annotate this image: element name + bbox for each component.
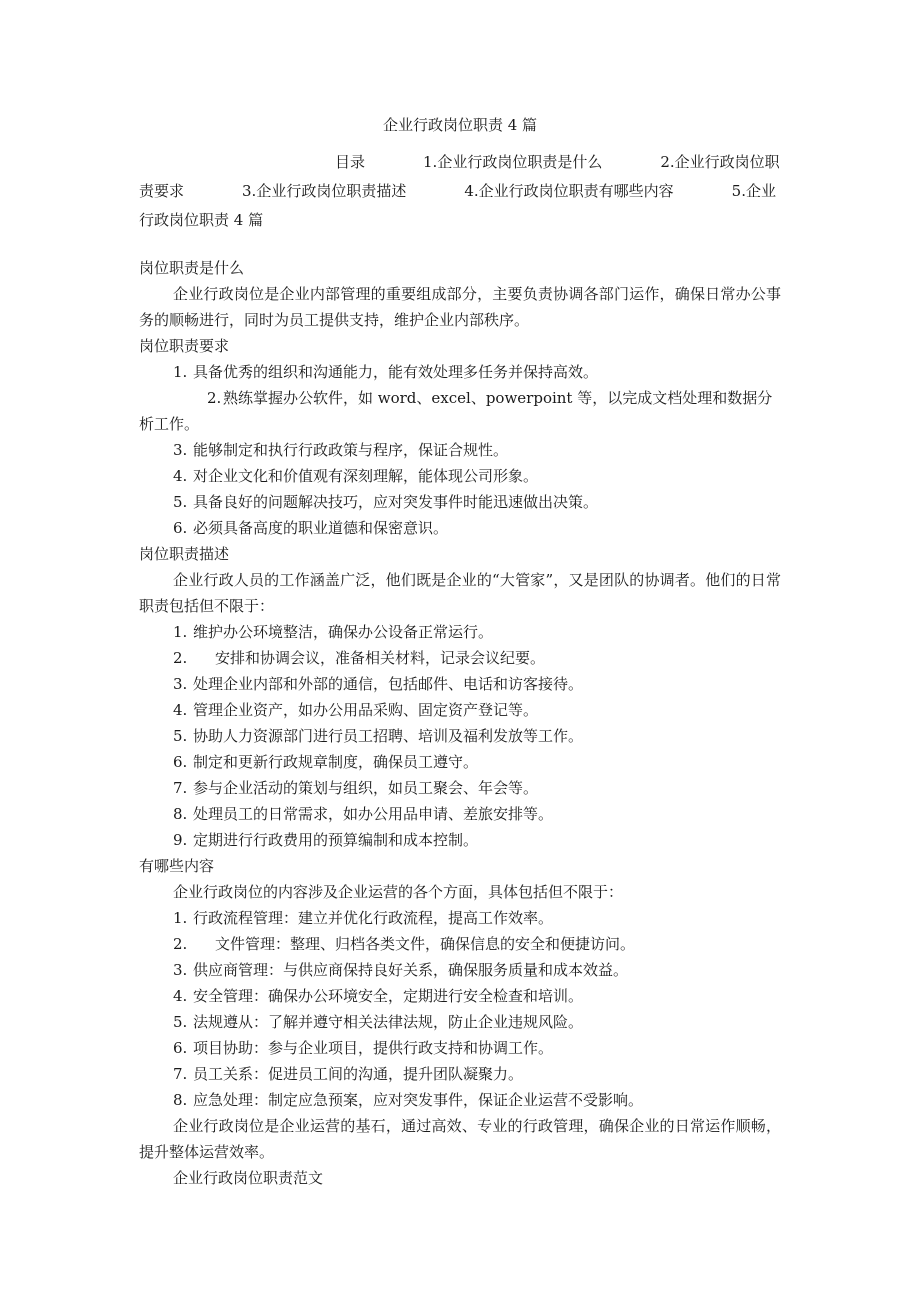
list-item [139, 723, 781, 749]
list-text: 安全管理：确保办公环境安全，定期进行安全检查和培训。 [193, 987, 584, 1005]
list-number: 6. [173, 1039, 188, 1057]
list-text: 定期进行行政费用的预算编制和成本控制。 [193, 831, 479, 849]
list-text: 项目协助：参与企业项目，提供行政支持和协调工作。 [193, 1039, 554, 1057]
list-number: 4. [173, 467, 188, 485]
list-number: 3. [173, 441, 188, 459]
list-number: 3. [173, 675, 188, 693]
list-item [139, 385, 781, 437]
list-text: 具备优秀的组织和沟通能力，能有效处理多任务并保持高效。 [193, 363, 599, 381]
list-number: 2. [207, 389, 222, 407]
list-item [139, 437, 781, 463]
paragraph: 企业行政岗位是企业内部管理的重要组成部分，主要负责协调各部门运作，确保日常办公事务的顺畅进行，同时为员工提供支持，维护企业内部秩序。 [139, 285, 781, 329]
list-text: 制定和更新行政规章制度，确保员工遵守。 [193, 753, 479, 771]
list-number: 8. [173, 805, 188, 823]
list-item [139, 775, 781, 801]
list-number: 5. [173, 493, 188, 511]
list-item [139, 619, 781, 645]
list-item [139, 463, 781, 489]
toc-item-1[interactable]: 1.企业行政岗位职责是什么 [423, 153, 603, 171]
list-number: 7. [173, 1065, 188, 1083]
list-text: 应急处理：制定应急预案，应对突发事件，保证企业运营不受影响。 [193, 1091, 644, 1109]
list-text: 协助人力资源部门进行员工招聘、培训及福利发放等工作。 [193, 727, 584, 745]
toc-item-2[interactable]: 2.企业行政岗位职责要求 [139, 153, 780, 200]
list-number: 1. [173, 623, 188, 641]
toc-item-5[interactable]: 5.企业行政岗位职责 4 篇 [139, 182, 776, 229]
list-text: 维护办公环境整洁，确保办公设备正常运行。 [193, 623, 494, 641]
list-item [139, 749, 781, 775]
list-text: 处理企业内部和外部的通信，包括邮件、电话和访客接待。 [193, 675, 584, 693]
document-body [139, 255, 781, 1191]
list-text: 行政流程管理：建立并优化行政流程，提高工作效率。 [193, 909, 554, 927]
toc-label: 目录 [335, 153, 366, 171]
list-number: 1. [173, 363, 188, 381]
list-text: 处理员工的日常需求，如办公用品申请、差旅安排等。 [193, 805, 554, 823]
list-text: 参与企业活动的策划与组织，如员工聚会、年会等。 [193, 779, 539, 797]
section-heading: 岗位职责要求 [139, 337, 230, 355]
list-item [139, 957, 781, 983]
list-number: 4. [173, 701, 188, 719]
list-text: 员工关系：促进员工间的沟通，提升团队凝聚力。 [193, 1065, 524, 1083]
list-text: 能够制定和执行行政政策与程序，保证合规性。 [193, 441, 509, 459]
list-number: 6. [173, 753, 188, 771]
list-item [139, 801, 781, 827]
list-text: 文件管理：整理、归档各类文件，确保信息的安全和便捷访问。 [215, 935, 636, 953]
list-number: 5. [173, 1013, 188, 1031]
paragraph: 企业行政岗位职责范文 [173, 1169, 324, 1187]
list-text: 必须具备高度的职业道德和保密意识。 [193, 519, 449, 537]
list-item [139, 697, 781, 723]
list-number: 9. [173, 831, 188, 849]
list-item [139, 983, 781, 1009]
paragraph: 企业行政岗位的内容涉及企业运营的各个方面，具体包括但不限于： [173, 883, 624, 901]
list-number: 1. [173, 909, 188, 927]
list-number: 5. [173, 727, 188, 745]
list-item [139, 645, 781, 671]
list-item [139, 1061, 781, 1087]
list-item [139, 489, 781, 515]
list-text: 供应商管理：与供应商保持良好关系，确保服务质量和成本效益。 [193, 961, 629, 979]
list-number: 3. [173, 961, 188, 979]
table-of-contents [139, 148, 781, 235]
document-title: 企业行政岗位职责 4 篇 [382, 116, 538, 134]
list-item [139, 905, 781, 931]
list-item [139, 359, 781, 385]
list-number: 7. [173, 779, 188, 797]
list-item [139, 515, 781, 541]
list-text: 管理企业资产，如办公用品采购、固定资产登记等。 [193, 701, 539, 719]
list-item [139, 827, 781, 853]
section-heading: 岗位职责是什么 [139, 259, 245, 277]
list-number: 2. [173, 649, 188, 667]
list-text: 对企业文化和价值观有深刻理解，能体现公司形象。 [193, 467, 539, 485]
list-number: 4. [173, 987, 188, 1005]
list-item [139, 1035, 781, 1061]
list-number: 6. [173, 519, 188, 537]
list-item [139, 671, 781, 697]
list-item [139, 931, 781, 957]
list-item [139, 1087, 781, 1113]
toc-item-3[interactable]: 3.企业行政岗位职责描述 [242, 182, 407, 200]
toc-item-4[interactable]: 4.企业行政岗位职责有哪些内容 [464, 182, 674, 200]
list-text: 熟练掌握办公软件，如 word、excel、powerpoint 等，以完成文档处理和数据分析工作。 [139, 389, 773, 433]
list-text: 法规遵从：了解并遵守相关法律法规，防止企业违规风险。 [193, 1013, 584, 1031]
list-number: 2. [173, 935, 188, 953]
list-item [139, 1009, 781, 1035]
list-text: 安排和协调会议，准备相关材料，记录会议纪要。 [215, 649, 546, 667]
list-number: 8. [173, 1091, 188, 1109]
section-heading: 有哪些内容 [139, 857, 215, 875]
list-text: 具备良好的问题解决技巧，应对突发事件时能迅速做出决策。 [193, 493, 599, 511]
section-heading: 岗位职责描述 [139, 545, 230, 563]
paragraph: 企业行政岗位是企业运营的基石，通过高效、专业的行政管理，确保企业的日常运作顺畅，提升整体运营效率。 [139, 1117, 781, 1161]
paragraph: 企业行政人员的工作涵盖广泛，他们既是企业的“大管家”，又是团队的协调者。他们的日常职责包括但不限于： [139, 571, 781, 615]
